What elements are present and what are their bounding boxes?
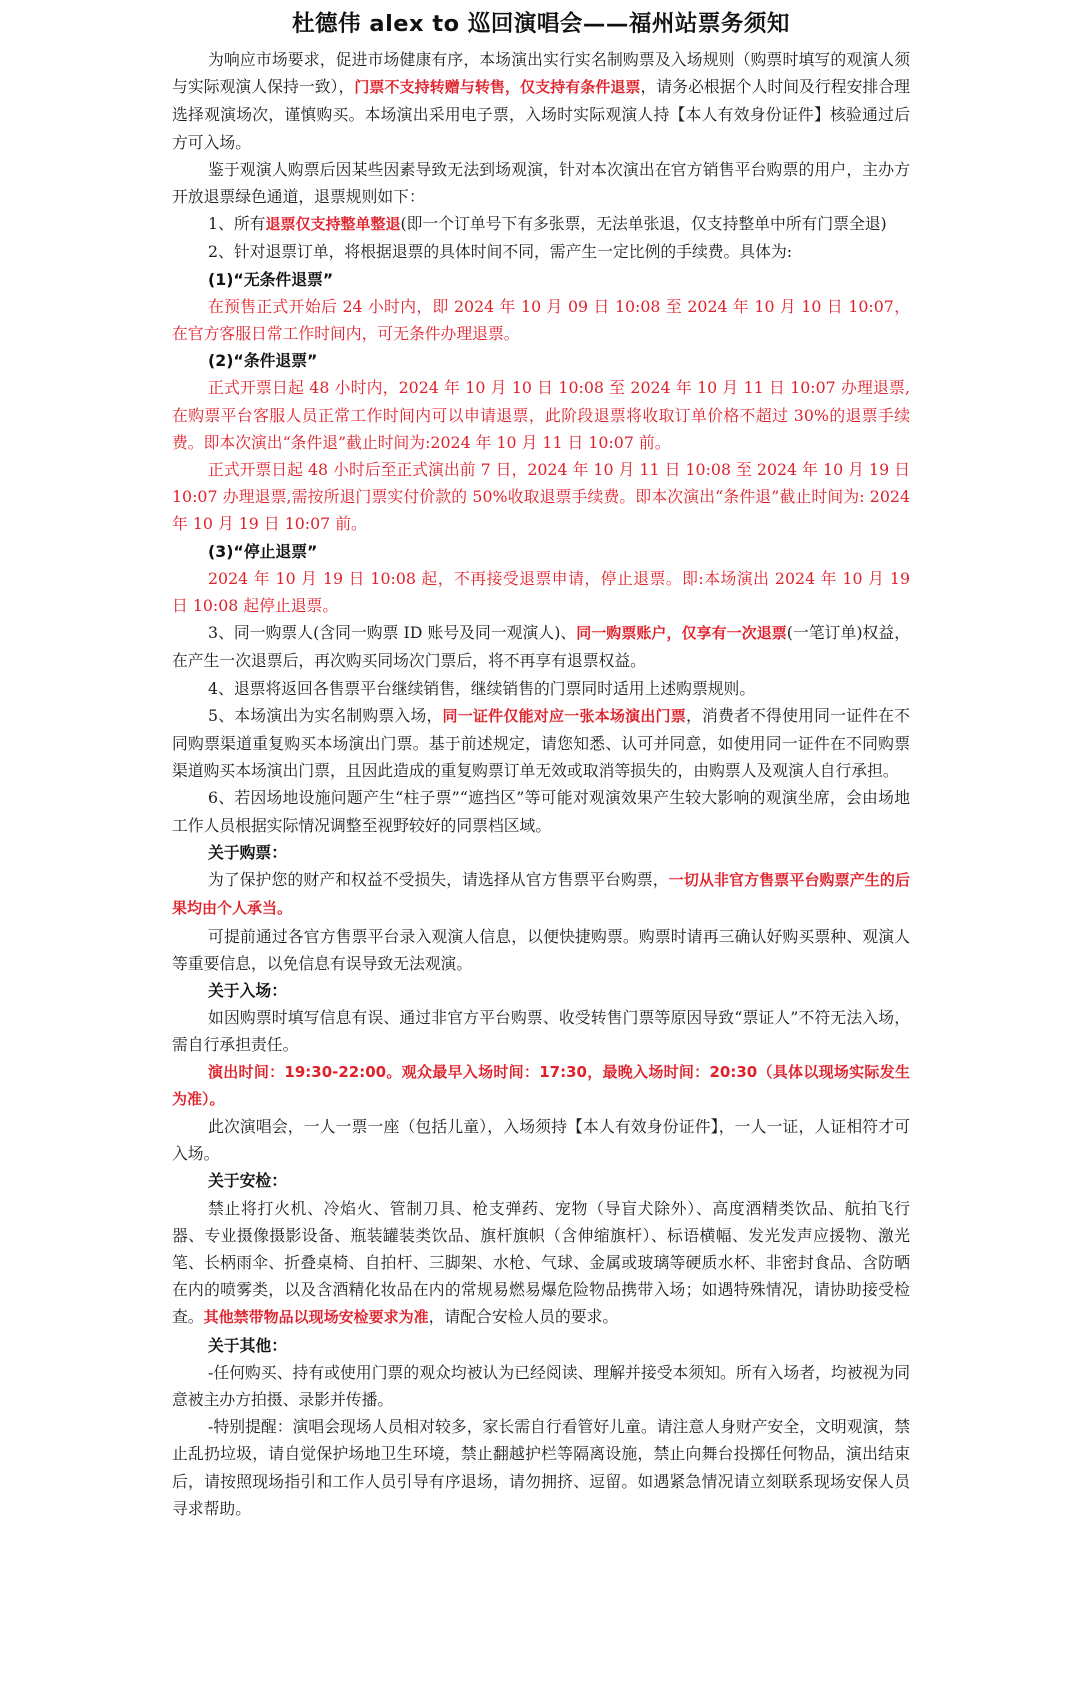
security-text-2: ，请配合安检人员的要求。 bbox=[428, 1307, 619, 1327]
rule-4: 4、退票将返回各售票平台继续销售，继续销售的门票同时适用上述购票规则。 bbox=[208, 678, 756, 698]
section-conditional-refund-heading: (2)“条件退票” bbox=[208, 351, 318, 371]
intro-paragraph bbox=[172, 46, 910, 156]
entry-show-times: 演出时间：19:30-22:00。观众最早入场时间：17:30，最晚入场时间：20:30（具体以现场实际发生为准）。 bbox=[172, 1062, 910, 1108]
rule-1-highlight: 退票仅支持整单整退 bbox=[265, 215, 401, 234]
section-conditional-refund-text-1: 正式开票日起 48 小时内，2024 年 10 月 10 日 10:08 至 2024 年 10 月 11 日 10:07 办理退票,在购票平台客服人员正常工作时间内可以申请退票，此阶段退票将收取订单价格不超过 30%的退票手续费。即本次演出“条件退”截止时间为:2024 年 10 月 11 日 10:07 前。 bbox=[172, 378, 910, 452]
purchase-heading: 关于购票： bbox=[208, 842, 287, 862]
refund-intro: 鉴于观演人购票后因某些因素导致无法到场观演，针对本次演出在官方销售平台购票的用户，主办方开放退票绿色通道，退票规则如下： bbox=[172, 159, 910, 207]
rule-1-text-2: (即一个订单号下有多张票，无法单张退，仅支持整单中所有门票全退) bbox=[400, 214, 887, 234]
ticketing-notice-document bbox=[172, 8, 910, 1522]
rule-5 bbox=[172, 702, 910, 785]
purchase-highlight: 一切从非官方售票平台购票产生的后果均由个人承当。 bbox=[172, 871, 910, 918]
section-stop-refund-heading: (3)“停止退票” bbox=[208, 541, 318, 561]
rule-3 bbox=[172, 619, 910, 674]
rule-3-text-1: 3、同一购票人(含同一购票 ID 账号及同一观演人)、 bbox=[208, 623, 577, 643]
rule-1-text-1: 1、所有 bbox=[208, 214, 266, 234]
rule-3-highlight: 同一购票账户，仅享有一次退票 bbox=[576, 624, 787, 643]
security-paragraph bbox=[172, 1195, 910, 1332]
intro-text-1: 为响应市场要求，促进市场健康有序，本场演出实行实名制购票及入场规则（购票时填写的观演人须与实际观演人保持一致）， bbox=[172, 50, 910, 97]
other-paragraph-2: -特别提醒：演唱会现场人员相对较多，家长需自行看管好儿童。请注意人身财产安全，文明观演，禁止乱扔垃圾，请自觉保护场地卫生环境，禁止翻越护栏等隔离设施，禁止向舞台投掷任何物品，演出结束后，请按照现场指引和工作人员引导有序退场，请勿拥挤、逗留。如遇紧急情况请立刻联系现场安保人员寻求帮助。 bbox=[172, 1417, 910, 1518]
intro-highlight: 门票不支持转赠与转售，仅支持有条件退票 bbox=[354, 78, 641, 97]
rule-5-highlight: 同一证件仅能对应一张本场演出门票 bbox=[442, 706, 686, 725]
rule-6: 6、若因场地设施问题产生“柱子票”“遮挡区”等可能对观演效果产生较大影响的观演坐席，会由场地工作人员根据实际情况调整至视野较好的同票档区域。 bbox=[172, 788, 910, 835]
other-paragraph-1: -任何购买、持有或使用门票的观众均被认为已经阅读、理解并接受本须知。所有入场者，均被视为同意被主办方拍摄、录影并传播。 bbox=[172, 1362, 910, 1409]
section-unconditional-refund-heading: (1)“无条件退票” bbox=[208, 269, 334, 289]
other-heading: 关于其他： bbox=[208, 1335, 287, 1355]
page-title: 杜德伟 alex to 巡回演唱会——福州站票务须知 bbox=[292, 11, 790, 37]
security-text-1: 禁止将打火机、冷焰火、管制刀具、枪支弹药、宠物（导盲犬除外）、高度酒精类饮品、航拍飞行器、专业摄像摄影设备、瓶装罐装类饮品、旗杆旗帜（含伸缩旗杆）、标语横幅、发光发声应援物、激光笔、长柄雨伞、折叠桌椅、自拍杆、三脚架、水枪、气球、金属或玻璃等硬质水杯、非密封食品、含防晒在内的喷雾类，以及含酒精化妆品在内的常规易燃易爆危险物品携带入场；如遇特殊情况，请协助接受检查。 bbox=[172, 1198, 910, 1327]
rule-5-text-1: 5、本场演出为实名制购票入场， bbox=[208, 705, 443, 725]
purchase-paragraph-1 bbox=[172, 866, 910, 922]
intro-text-2: ，请务必根据个人时间及行程安排合理选择观演场次，谨慎购买。本场演出采用电子票，入场时实际观演人持【本人有效身份证件】核验通过后方可入场。 bbox=[172, 77, 910, 152]
section-unconditional-refund-text: 在预售正式开始后 24 小时内，即 2024 年 10 月 09 日 10:08 至 2024 年 10 月 10 日 10:07，在官方客服日常工作时间内，可无条件办理退票。 bbox=[172, 296, 910, 344]
rule-3-text-2: (一笔订单)权益，在产生一次退票后，再次购买同场次门票后，将不再享有退票权益。 bbox=[172, 623, 910, 671]
rule-5-text-2: ，消费者不得使用同一证件在不同购票渠道重复购买本场演出门票。基于前述规定，请您知悉、认可并同意，如使用同一证件在不同购票渠道购买本场演出门票，且因此造成的重复购票订单无效或取消等损失的，由购票人及观演人自行承担。 bbox=[172, 705, 910, 781]
section-conditional-refund-text-2: 正式开票日起 48 小时后至正式演出前 7 日，2024 年 10 月 11 日 10:08 至 2024 年 10 月 19 日 10:07 办理退票,需按所退门票实付价款的 50%收取退票手续费。即本次演出“条件退”截止时间为: 2024 年 10 月 19 日 10:07 前。 bbox=[172, 460, 910, 534]
purchase-paragraph-2: 可提前通过各官方售票平台录入观演人信息，以便快捷购票。购票时请再三确认好购买票种、观演人等重要信息，以免信息有误导致无法观演。 bbox=[172, 926, 910, 973]
section-stop-refund-text: 2024 年 10 月 19 日 10:08 起，不再接受退票申请，停止退票。即:本场演出 2024 年 10 月 19 日 10:08 起停止退票。 bbox=[172, 568, 910, 616]
rule-1 bbox=[172, 210, 910, 238]
entry-paragraph-1: 如因购票时填写信息有误、通过非官方平台购票、收受转售门票等原因导致“票证人”不符无法入场，需自行承担责任。 bbox=[172, 1008, 910, 1055]
entry-paragraph-3: 此次演唱会，一人一票一座（包括儿童），入场须持【本人有效身份证件】，一人一证，人证相符才可入场。 bbox=[172, 1116, 910, 1164]
entry-heading: 关于入场： bbox=[208, 980, 287, 1000]
purchase-text-1: 为了保护您的财产和权益不受损失，请选择从官方售票平台购票， bbox=[208, 870, 669, 890]
security-heading: 关于安检： bbox=[208, 1171, 287, 1191]
security-highlight: 其他禁带物品以现场安检要求为准 bbox=[203, 1308, 429, 1327]
rule-2: 2、针对退票订单，将根据退票的具体时间不同，需产生一定比例的手续费。具体为: bbox=[208, 242, 793, 262]
